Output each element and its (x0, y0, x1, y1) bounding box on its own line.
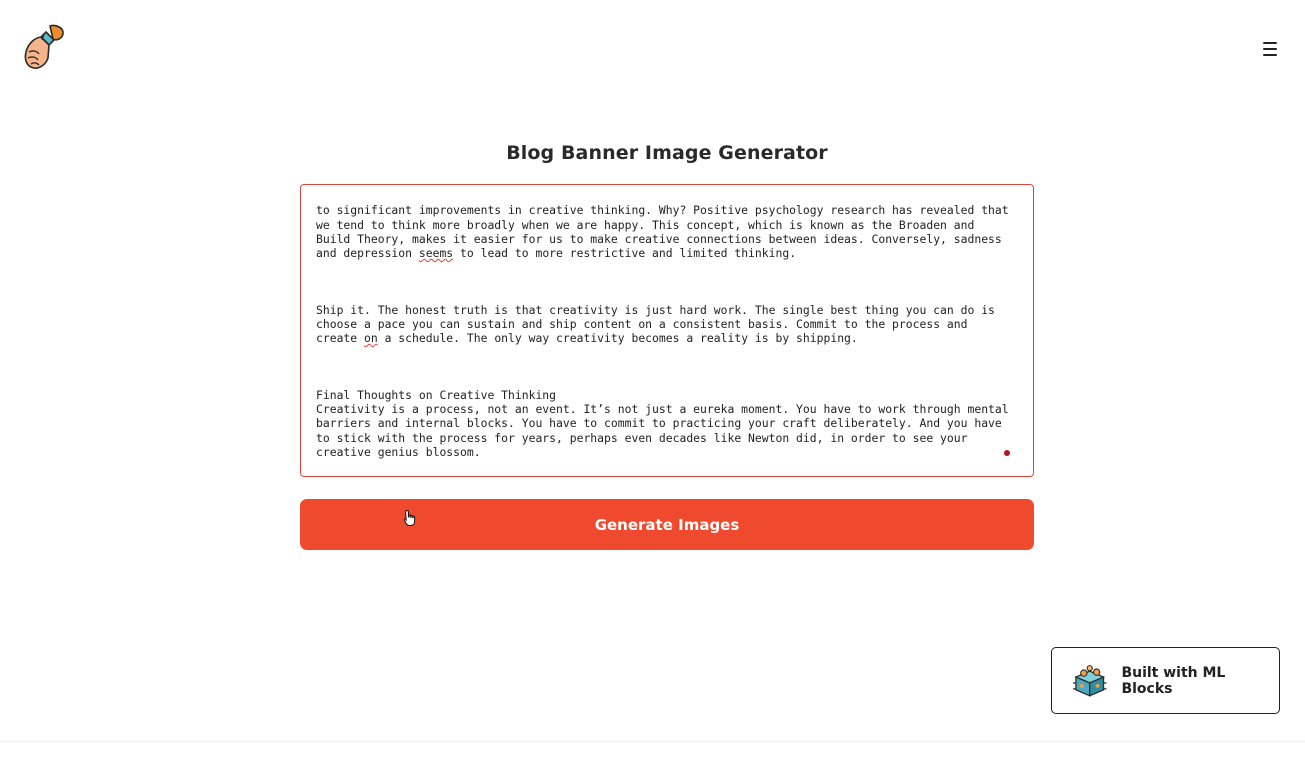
article-heading: Final Thoughts on Creative Thinking (316, 388, 557, 403)
article-paragraph: Final Thoughts on Creative Thinking Creativity is a process, not an event. It’s not just a eureka moment. You have to work through mental barriers and internal blocks. You have to commit to practicing your craft deliberately. And you have to stick with the process for years, perhaps even decades like Newton did, in order to see your creative genius blossom. (316, 388, 1016, 459)
article-text[interactable] (316, 184, 1016, 477)
article-paragraph: to significant improvements in creative thinking. Why? Positive psychology research has revealed that we tend to think more broadly when we are happy. This concept, which is known as the Broaden and Build Theory, makes it easier for us to make creative connections between ideas. Conversely, sadness and depression seems to lead to more restrictive and limited thinking. (316, 203, 1016, 261)
generate-images-button[interactable]: Generate Images (300, 499, 1034, 550)
article-textarea[interactable] (300, 184, 1034, 477)
footer-divider (0, 741, 1305, 742)
hand-pointer-cursor-icon (403, 509, 417, 527)
menu-bar (1263, 42, 1277, 44)
paintbrush-hand-icon[interactable] (20, 22, 68, 72)
menu-bar (1263, 54, 1277, 56)
textarea-resize-handle[interactable] (1004, 450, 1010, 456)
page-title: Blog Banner Image Generator (506, 142, 828, 164)
built-with-ml-blocks-badge[interactable] (1051, 647, 1280, 714)
ml-blocks-logo-icon (1070, 663, 1109, 699)
spelling-error: on (364, 331, 378, 346)
hamburger-menu-icon[interactable] (1263, 42, 1277, 56)
spelling-error: seems (418, 246, 454, 261)
menu-bar (1263, 48, 1277, 50)
badge-label: Built with ML Blocks (1121, 664, 1226, 697)
article-paragraph: Ship it. The honest truth is that creativity is just hard work. The single best thing you can do is choose a pace you can sustain and ship content on a consistent basis. Commit to the process and create on a schedule. The only way creativity becomes a reality is by shipping. (316, 302, 1002, 346)
